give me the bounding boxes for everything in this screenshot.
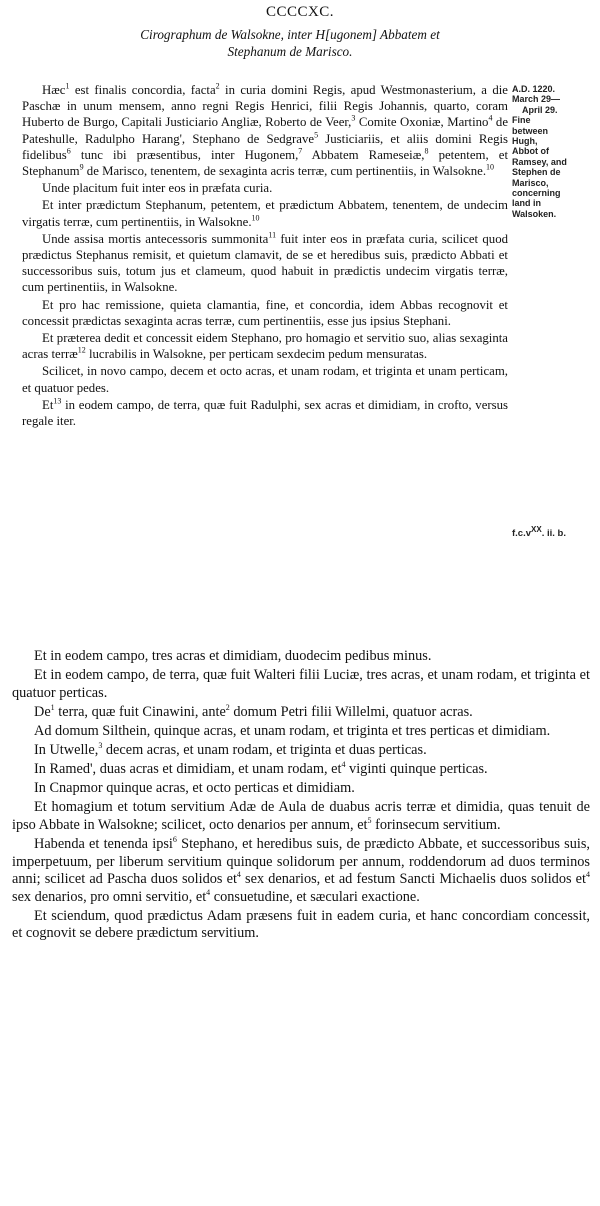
footnote-marker: 2 [215, 81, 220, 91]
paragraph: Unde placitum fuit inter eos in præfata curia. [42, 181, 273, 196]
charter-title-line: Stephanum de Marisco. [227, 44, 353, 59]
paragraph: Et sciendum, quod prædictus Adam præsens fuit in eadem curia, et hanc concordiam concessit, et cognovit se debere prædictum servitium. [12, 907, 590, 942]
footnote-marker: 4 [586, 870, 590, 880]
charter-number: CCCCXC. [265, 4, 335, 20]
paragraph: Hæc$^1$ est finalis concordia, facta$^2$ in curia domini Regis, apud Westmonasterium, a die Paschæ in unum mensem, anno regni Regis Henrici, filii Regis Johannis, quarto, coram Huberto de Burgo, Capitali Justiciario Angliæ, Roberto de Veer,$^3$ Comite Oxoniæ, Martino$^4$ de Pateshulle, Radulpho Harang', Stephano de Sedgrave$^5$ Justiciariis, et aliis domini Regis fidelibus$^6$ tunc ibi præsentibus, inter Hugonem,$^7$ Abbatem Rameseiæ,$^8$ petentem, et Stephanum$^9$ de Marisco, tenentem, de sexaginta acris terræ, cum pertinentiis, in Walsokne.$^{10}$ [22, 81, 509, 179]
footnote-marker: 6 [66, 146, 71, 156]
footnote-marker: 4 [488, 114, 493, 124]
paragraph: Et homagium et totum servitium Adæ de Aula de duabus acris terræ et dimidia, quas tenuit de ipso Abbate in Walsokne; scilicet, octo denarios per annum, $et^5$ forinsecum servitium. [12, 799, 590, 833]
paragraph: Habenda et tenenda ipsi$^6$ Stephano, et heredibus suis, de prædicto Abbate, et successoribus suis, imperpetuum, per liberum servitium quinque solidorum per annum, roddendorum ad duos terminos anni; scilicet ad Pascha duos solidos $et^4$ sex denarios, et ad festum Sancti Michaelis duos solidos $et^4$ sex denarios, pro omni servitio, $et^4$ consuetudine, et sæculari exactione. [12, 835, 590, 905]
footnote-marker: 3 [351, 114, 356, 124]
charter-title [40, 26, 540, 60]
footnote-marker: 5 [367, 816, 372, 826]
footnote-marker: 3 [98, 741, 103, 751]
charter-title-line: Cirographum de Walsokne, inter H[ugonem] Abbatem et [140, 27, 440, 42]
marginal-note-date: A.D. 1220. March 29— April 29. Fine between Hugh, Abbot of Ramsey, and Stephen de Marisco, concerning land in Walsoken. [512, 84, 598, 219]
footnote-marker: 4 [341, 760, 346, 770]
footnote-marker: 8 [424, 146, 429, 156]
paragraph: Unde assisa mortis antecessoris summonita$^{11}$ fuit inter eos in præfata curia, scilicet quod prædictus Stephanus remisit, et quietum clamavit, de se et heredibus suis, prædicto Abbati et successoribus suis, totum jus et clameum, quod habuit in prædictis undecim virgatis terræ, cum pertinentiis, in Walsokne. [22, 230, 509, 295]
paragraph: Et in eodem campo, tres acras et dimidiam, duodecim pedibus minus. [34, 648, 432, 664]
marginal-note-summary: Fine between Hugh, Abbot of Ramsey, and Stephen de Marisco, concerning land in Walsoken. [512, 115, 567, 219]
footnote-marker: 13 [53, 396, 62, 406]
footnote-marker: 10 [486, 162, 495, 172]
footnote-marker: 2 [225, 703, 230, 713]
footnote-marker: 4 [206, 887, 211, 897]
marginal-note-reference: $f.c.v^{XX}$. ii. b. [512, 524, 566, 539]
footnote-marker: 11 [268, 230, 277, 240]
charter-text-upper [22, 82, 508, 430]
paragraph: Scilicet, in novo campo, decem et octo acras, et unam rodam, et triginta et unam perticam, et quatuor pedes. [22, 364, 508, 395]
paragraph: De$^1$ terra, quæ fuit Cinawini, ante$^2$ domum Petri filii Willelmi, quatuor acras. [34, 703, 473, 720]
footnote-marker: 1 [65, 81, 70, 91]
paragraph: In Utwelle,$^3$ decem acras, et unam rodam, et triginta et duas perticas. [34, 741, 427, 758]
footnote-marker: 5 [314, 130, 319, 140]
paragraph: In Ramed', duas acras et dimidiam, et unam rodam, $et^4$ viginti quinque perticas. [34, 760, 488, 778]
footnote-marker: 12 [77, 345, 86, 355]
paragraph: Et pro hac remissione, quieta clamantia, fine, et concordia, idem Abbas recognovit et concessit prædictas sexaginta acras terræ, cum pertinentiis, esse jus ipsius Stephani. [22, 297, 508, 328]
paragraph: Et$^{13}$ in eodem campo, de terra, quæ fuit Radulphi, sex acras et dimidiam, in crofto, versus regale iter. [22, 396, 508, 429]
paragraph: Et inter prædictum Stephanum, petentem, et prædictum Abbatem, tenentem, de undecim virgatis terræ, cum pertinentiis, in Walsokne.$^{10}$ [22, 198, 508, 229]
footnote-marker: 7 [298, 146, 303, 156]
paragraph: Et in eodem campo, de terra, quæ fuit Walteri filii Luciæ, tres acras, et unam rodam, et triginta et quatuor perticas. [12, 667, 590, 701]
paragraph: In Cnapmor quinque acras, et octo perticas et dimidiam. [34, 780, 355, 797]
footnote-marker: 6 [172, 835, 177, 845]
footnote-marker: 9 [79, 162, 84, 172]
charter-text-lower [12, 648, 590, 945]
footnote-marker: 10 [251, 213, 260, 223]
footnote-marker: 4 [236, 870, 241, 880]
footnote-marker: 1 [50, 703, 55, 713]
paragraph: Ad domum Silthein, quinque acras, et unam rodam, et triginta et tres perticas et dimidiam. [34, 722, 551, 739]
paragraph: Et præterea dedit et concessit eidem Stephano, pro homagio et servitio suo, alias sexaginta acras terræ$^{12}$ lucrabilis in Walsokne, per perticam sexdecim pedum mensuratas. [22, 331, 508, 362]
